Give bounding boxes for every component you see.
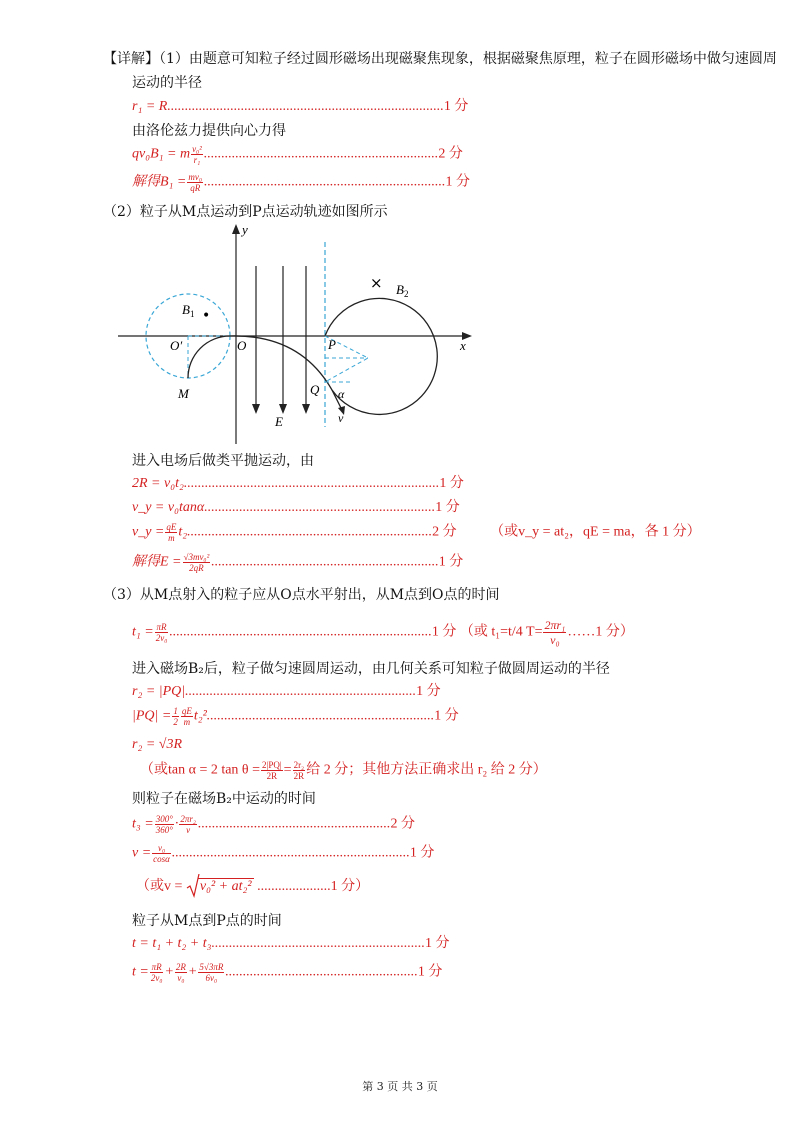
part3-eq5: t₃ = $\frac{300^\circ}{360^\circ}$ · $\frac{\text{2πr₂}}{v}$ .......................................................2 分 bbox=[132, 814, 415, 835]
part2-eq2: v_y = v₀tanα..................................................................1 分 bbox=[132, 500, 460, 515]
part1-intro-line2: 运动的半径 bbox=[132, 75, 202, 91]
part1-eq2: qv₀B₁ = m $\frac{\text{v₀²}}{\text{r₁}}$ ...................................................................2 分 bbox=[132, 144, 463, 165]
part3-eq8: t = $\frac{\pi R}{\text{2v₀}}$ + $\frac{2R}{\text{v₀}}$ + $\frac{5√3\pi R}{\text{6v₀}}$ .......................................................1 分 bbox=[132, 962, 443, 983]
o-label: O bbox=[237, 338, 247, 353]
part3-eq1: t₁ = $\frac{\pi R}{\text{2v₀}}$ ...........................................................................1 分 （或 t₁=t/4 T= $\frac{\text{2πr₁}}{\text{v₀}}$ ……1 分） bbox=[132, 618, 634, 647]
trajectory-diagram bbox=[110, 222, 480, 452]
o-prime-label: O′ bbox=[170, 338, 183, 353]
y-axis-arrow bbox=[232, 224, 240, 234]
b2-label: $B_2$ bbox=[396, 282, 409, 299]
part2-eq1: 2R = v₀t₂.........................................................................1 分 bbox=[132, 476, 464, 491]
p-label: P bbox=[328, 337, 336, 352]
part2-text1: 进入电场后做类平抛运动，由 bbox=[132, 453, 314, 469]
m-label: M bbox=[178, 386, 189, 401]
q-label: Q bbox=[310, 382, 320, 397]
part1-eq3: 解得B₁ = $\frac{\text{mv₀}}{qR}$ .....................................................................1 分 bbox=[132, 172, 470, 193]
part2-intro: （2）粒子从M点运动到P点运动轨迹如图所示 bbox=[103, 204, 388, 220]
v-label: v bbox=[338, 411, 344, 425]
part3-intro: （3）从M点射入的粒子应从O点水平射出，从M点到O点的时间 bbox=[103, 587, 500, 603]
part3-eq4: r₂ = √3R bbox=[132, 737, 182, 752]
alpha-label: α bbox=[338, 387, 345, 401]
sqrt-expression: v₀² + at₂² bbox=[186, 878, 254, 896]
field-arrow bbox=[252, 404, 260, 414]
field-arrow bbox=[302, 404, 310, 414]
part3-eq3: |PQ| = $\frac{1}{2}$ $\frac{qE}{m}$ t₂².................................................................1 分 bbox=[132, 706, 459, 727]
part2-eq3: v_y = $\frac{qE}{m}$ t₂......................................................................2 分 （或v_y = at₂，qE = ma，各 1 分） bbox=[132, 522, 701, 543]
page-footer: 第 3 页 共 3 页 bbox=[362, 1080, 438, 1093]
part1-eq1: r₁ = R...............................................................................1 分 bbox=[132, 99, 469, 114]
b2-cross: × bbox=[370, 274, 383, 292]
y-label: y bbox=[242, 222, 248, 237]
e-label: E bbox=[275, 414, 283, 429]
part3-note4: （或tan α = 2 tan θ = $\frac{2|PQ|}{2R}$ = $\frac{\text{2r₂}}{2R}$ 给 2 分；其他方法正确求出 r₂ 给 2 分） bbox=[140, 760, 547, 781]
part2-eq4: 解得E = $\frac{\text{√3mv₀²}}{2qR}$ .................................................................1 分 bbox=[132, 552, 464, 573]
part1-text2: 由洛伦兹力提供向心力得 bbox=[132, 123, 286, 139]
b1-dot: • bbox=[202, 308, 211, 324]
x-label: x bbox=[460, 338, 466, 353]
part3-text5: 则粒子在磁场B₂中运动的时间 bbox=[132, 791, 316, 807]
part3-eq6: v = $\frac{\text{v₀}}{\cos\alpha}$ ....................................................................1 分 bbox=[132, 843, 435, 864]
part3-eq7: t = t₁ + t₂ + t₃.............................................................1 分 bbox=[132, 936, 450, 951]
part3-note6: （或v = v₀² + at₂² .....................1 分） bbox=[136, 878, 369, 896]
part1-intro-line1: 【详解】（1）由题意可知粒子经过圆形磁场出现磁聚焦现象，根据磁聚焦原理，粒子在圆形磁场中做匀速圆周 bbox=[103, 51, 777, 67]
part3-text2: 进入磁场B₂后，粒子做匀速圆周运动，由几何关系可知粒子做圆周运动的半径 bbox=[132, 661, 610, 677]
b1-label: $B_1$ bbox=[182, 302, 195, 319]
part3-eq2: r₂ = |PQ|..................................................................1 分 bbox=[132, 684, 441, 699]
part3-text7: 粒子从M点到P点的时间 bbox=[132, 913, 282, 929]
field-arrow bbox=[279, 404, 287, 414]
